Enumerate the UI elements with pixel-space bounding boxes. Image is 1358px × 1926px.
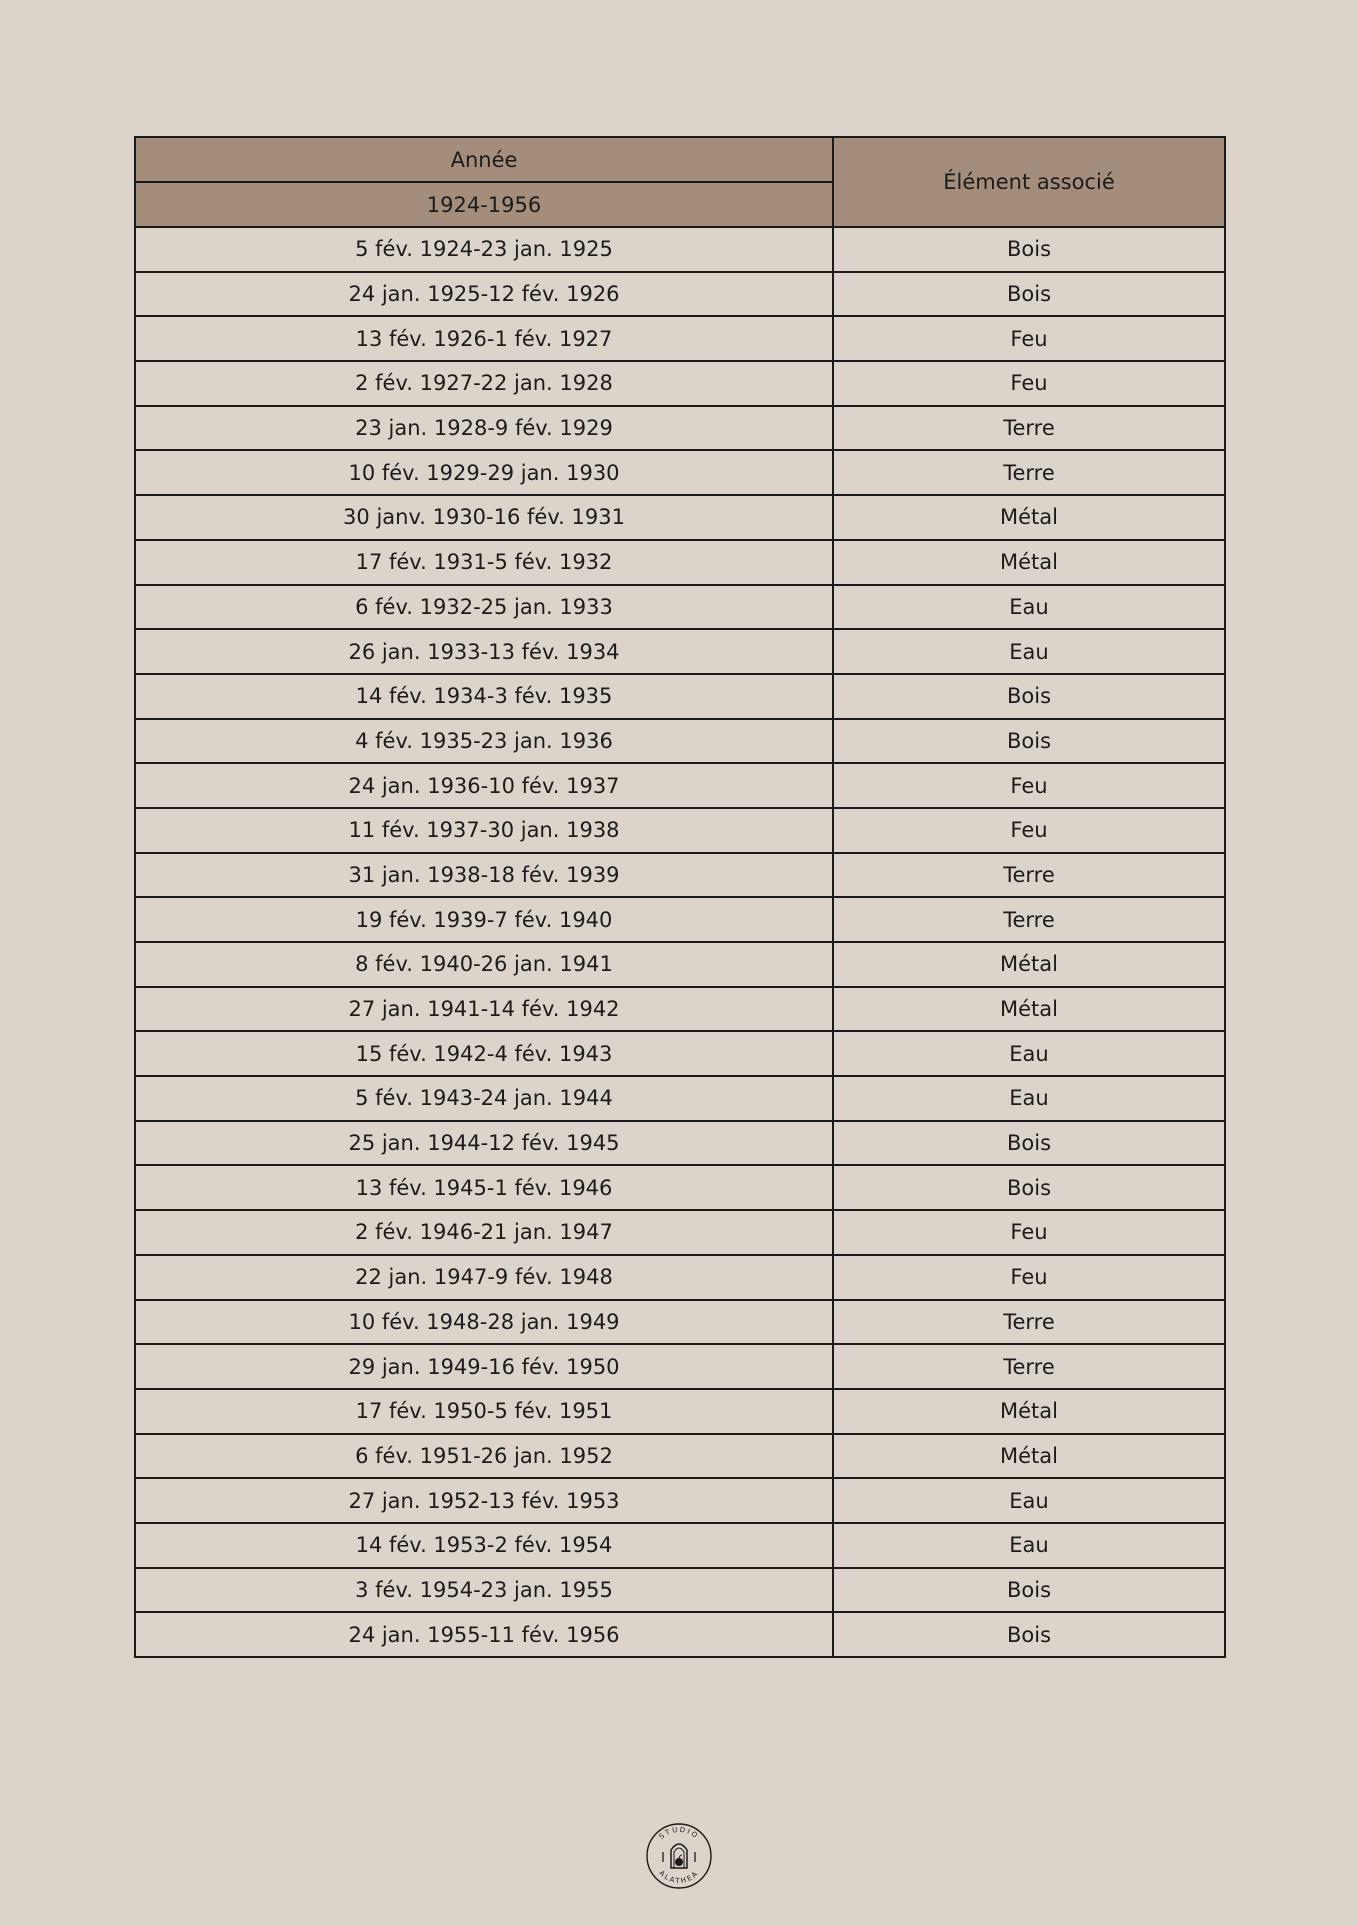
element-cell: Eau: [833, 1523, 1225, 1568]
table-row: [135, 897, 1225, 942]
elements-table: [134, 136, 1226, 1658]
table-row: [135, 540, 1225, 585]
period-cell: 6 fév. 1951-26 jan. 1952: [135, 1434, 833, 1479]
element-cell: Eau: [833, 629, 1225, 674]
element-cell: Métal: [833, 495, 1225, 540]
element-cell: Terre: [833, 406, 1225, 451]
table-row: [135, 1568, 1225, 1613]
element-cell: Feu: [833, 1255, 1225, 1300]
logo-text-bottom: ALATHEA: [657, 1868, 701, 1886]
element-cell: Bois: [833, 674, 1225, 719]
period-cell: 29 jan. 1949-16 fév. 1950: [135, 1344, 833, 1389]
table-body: [135, 227, 1225, 1657]
element-cell: Bois: [833, 1568, 1225, 1613]
element-cell: Terre: [833, 897, 1225, 942]
table-row: [135, 495, 1225, 540]
element-cell: Métal: [833, 1389, 1225, 1434]
table-row: [135, 1165, 1225, 1210]
element-cell: Métal: [833, 987, 1225, 1032]
element-cell: Bois: [833, 1612, 1225, 1657]
period-cell: 3 fév. 1954-23 jan. 1955: [135, 1568, 833, 1613]
period-cell: 24 jan. 1925-12 fév. 1926: [135, 272, 833, 317]
element-cell: Eau: [833, 1076, 1225, 1121]
element-cell: Terre: [833, 1344, 1225, 1389]
element-cell: Feu: [833, 808, 1225, 853]
element-cell: Bois: [833, 272, 1225, 317]
period-cell: 14 fév. 1953-2 fév. 1954: [135, 1523, 833, 1568]
period-cell: 2 fév. 1946-21 jan. 1947: [135, 1210, 833, 1255]
table-row: [135, 1255, 1225, 1300]
table-row: [135, 674, 1225, 719]
element-cell: Bois: [833, 1121, 1225, 1166]
table-row: [135, 1523, 1225, 1568]
period-cell: 13 fév. 1945-1 fév. 1946: [135, 1165, 833, 1210]
period-cell: 10 fév. 1948-28 jan. 1949: [135, 1300, 833, 1345]
period-cell: 11 fév. 1937-30 jan. 1938: [135, 808, 833, 853]
element-cell: Terre: [833, 853, 1225, 898]
element-cell: Feu: [833, 1210, 1225, 1255]
header-element: Élément associé: [833, 137, 1225, 227]
period-cell: 19 fév. 1939-7 fév. 1940: [135, 897, 833, 942]
table-row: [135, 1344, 1225, 1389]
period-cell: 5 fév. 1943-24 jan. 1944: [135, 1076, 833, 1121]
header-range: 1924-1956: [135, 182, 833, 227]
table-row: [135, 1434, 1225, 1479]
table-row: [135, 406, 1225, 451]
element-cell: Terre: [833, 1300, 1225, 1345]
header-year: Année: [135, 137, 833, 182]
period-cell: 8 fév. 1940-26 jan. 1941: [135, 942, 833, 987]
period-cell: 17 fév. 1931-5 fév. 1932: [135, 540, 833, 585]
element-cell: Bois: [833, 227, 1225, 272]
period-cell: 24 jan. 1955-11 fév. 1956: [135, 1612, 833, 1657]
table-row: [135, 1478, 1225, 1523]
element-cell: Feu: [833, 316, 1225, 361]
element-cell: Bois: [833, 719, 1225, 764]
table-row: [135, 1612, 1225, 1657]
element-cell: Métal: [833, 540, 1225, 585]
element-cell: Feu: [833, 763, 1225, 808]
period-cell: 5 fév. 1924-23 jan. 1925: [135, 227, 833, 272]
period-cell: 15 fév. 1942-4 fév. 1943: [135, 1031, 833, 1076]
studio-alathea-seal-icon: [645, 1822, 713, 1890]
table-row: [135, 1121, 1225, 1166]
table-row: [135, 763, 1225, 808]
period-cell: 24 jan. 1936-10 fév. 1937: [135, 763, 833, 808]
element-cell: Métal: [833, 1434, 1225, 1479]
table-row: [135, 1076, 1225, 1121]
period-cell: 17 fév. 1950-5 fév. 1951: [135, 1389, 833, 1434]
period-cell: 4 fév. 1935-23 jan. 1936: [135, 719, 833, 764]
element-cell: Bois: [833, 1165, 1225, 1210]
table-row: [135, 1389, 1225, 1434]
table-row: [135, 272, 1225, 317]
element-cell: Métal: [833, 942, 1225, 987]
logo-text-top: STUDIO: [657, 1825, 701, 1841]
period-cell: 22 jan. 1947-9 fév. 1948: [135, 1255, 833, 1300]
period-cell: 10 fév. 1929-29 jan. 1930: [135, 450, 833, 495]
element-cell: Eau: [833, 585, 1225, 630]
period-cell: 27 jan. 1941-14 fév. 1942: [135, 987, 833, 1032]
period-cell: 14 fév. 1934-3 fév. 1935: [135, 674, 833, 719]
element-cell: Feu: [833, 361, 1225, 406]
table-row: [135, 227, 1225, 272]
element-cell: Eau: [833, 1478, 1225, 1523]
table-row: [135, 1210, 1225, 1255]
period-cell: 31 jan. 1938-18 fév. 1939: [135, 853, 833, 898]
period-cell: 13 fév. 1926-1 fév. 1927: [135, 316, 833, 361]
table-row: [135, 361, 1225, 406]
table-row: [135, 450, 1225, 495]
period-cell: 30 janv. 1930-16 fév. 1931: [135, 495, 833, 540]
table-row: [135, 1300, 1225, 1345]
table-row: [135, 719, 1225, 764]
table-row: [135, 853, 1225, 898]
period-cell: 25 jan. 1944-12 fév. 1945: [135, 1121, 833, 1166]
table-row: [135, 808, 1225, 853]
period-cell: 27 jan. 1952-13 fév. 1953: [135, 1478, 833, 1523]
table-row: [135, 942, 1225, 987]
table-header: [135, 137, 1225, 227]
element-cell: Eau: [833, 1031, 1225, 1076]
element-cell: Terre: [833, 450, 1225, 495]
period-cell: 23 jan. 1928-9 fév. 1929: [135, 406, 833, 451]
table-row: [135, 1031, 1225, 1076]
table-row: [135, 316, 1225, 361]
svg-text:ALATHEA: [657, 1869, 700, 1885]
table-row: [135, 987, 1225, 1032]
period-cell: 26 jan. 1933-13 fév. 1934: [135, 629, 833, 674]
period-cell: 6 fév. 1932-25 jan. 1933: [135, 585, 833, 630]
table-row: [135, 629, 1225, 674]
table-row: [135, 585, 1225, 630]
period-cell: 2 fév. 1927-22 jan. 1928: [135, 361, 833, 406]
